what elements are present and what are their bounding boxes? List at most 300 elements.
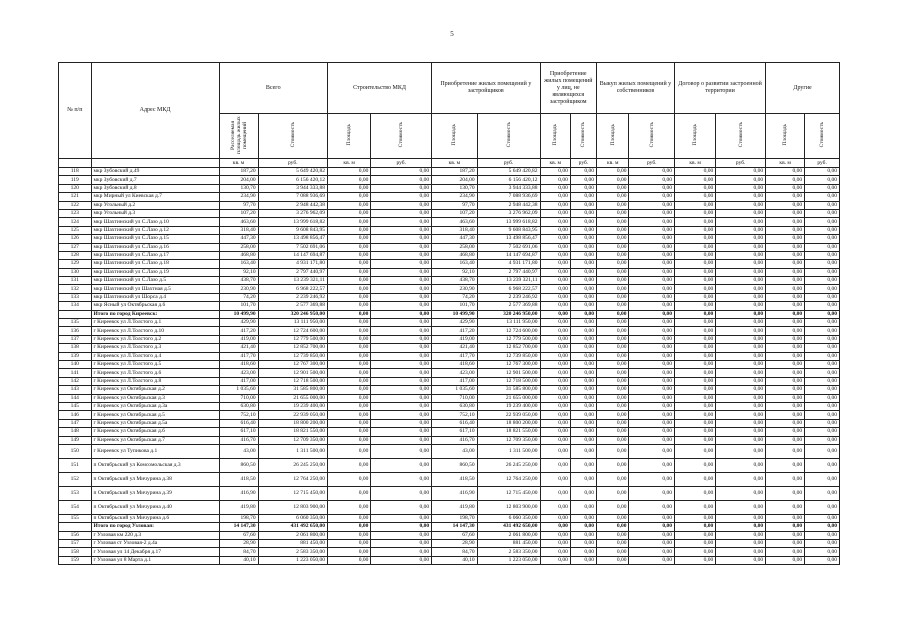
header-other: Другие: [766, 63, 840, 114]
cell-construction-area: 0,00: [327, 260, 370, 268]
cell-redemption-area: 0,00: [596, 556, 629, 564]
table-row: [59, 285, 840, 293]
cell-purchase-nondev-area: 0,00: [540, 444, 570, 458]
cell-other-cost: 0,00: [805, 310, 840, 318]
cell-purchase-nondev-area: 0,00: [540, 184, 570, 192]
cell-other-area: 0,00: [766, 500, 805, 514]
cell-purchase-nondev-cost: 0,00: [570, 235, 596, 243]
cell-purchase-dev-area: 423,00: [432, 369, 478, 377]
cell-total-area: 101,70: [219, 302, 258, 310]
cell-contract-area: 0,00: [675, 548, 716, 556]
cell-redemption-area: 0,00: [596, 168, 629, 176]
unit-sqm: кв. м: [596, 159, 629, 168]
cell-purchase-nondev-cost: 0,00: [570, 310, 596, 318]
cell-other-area: 0,00: [766, 436, 805, 444]
cell-redemption-cost: 0,00: [629, 209, 675, 217]
cell-other-area: 0,00: [766, 377, 805, 385]
cell-purchase-nondev-area: 0,00: [540, 500, 570, 514]
subheader-cost: Стоимость: [805, 114, 840, 159]
cell-num: 155: [59, 514, 92, 522]
cell-other-area: 0,00: [766, 369, 805, 377]
cell-purchase-dev-cost: 2 239 246,92: [477, 293, 540, 301]
cell-contract-cost: 0,00: [716, 556, 766, 564]
cell-construction-cost: 0,00: [371, 218, 432, 226]
cell-contract-area: 0,00: [675, 209, 716, 217]
cell-purchase-nondev-cost: 0,00: [570, 352, 596, 360]
cell-construction-cost: 0,00: [371, 402, 432, 410]
cell-other-cost: 0,00: [805, 168, 840, 176]
cell-redemption-area: 0,00: [596, 176, 629, 184]
table-row: [59, 436, 840, 444]
cell-purchase-nondev-cost: 0,00: [570, 369, 596, 377]
unit-rub: руб.: [570, 159, 596, 168]
table-row: [59, 260, 840, 268]
cell-address: мкр Шахтинский ул Шорса д.4: [91, 293, 219, 301]
cell-construction-cost: 0,00: [371, 436, 432, 444]
cell-construction-cost: 0,00: [371, 386, 432, 394]
cell-other-cost: 0,00: [805, 302, 840, 310]
cell-redemption-cost: 0,00: [629, 458, 675, 472]
header-construction: Строительство МКД: [327, 63, 431, 114]
cell-purchase-nondev-cost: 0,00: [570, 436, 596, 444]
cell-total-area: 163,40: [219, 260, 258, 268]
cell-purchase-nondev-area: 0,00: [540, 277, 570, 285]
cell-contract-area: 0,00: [675, 277, 716, 285]
unit-rub: руб.: [629, 159, 675, 168]
cell-construction-cost: 0,00: [371, 201, 432, 209]
cell-purchase-dev-cost: 1 223 050,00: [477, 556, 540, 564]
cell-purchase-dev-cost: 14 147 694,87: [477, 251, 540, 259]
cell-redemption-cost: 0,00: [629, 193, 675, 201]
cell-num: 158: [59, 548, 92, 556]
cell-other-area: 0,00: [766, 531, 805, 539]
cell-purchase-nondev-area: 0,00: [540, 302, 570, 310]
cell-contract-area: 0,00: [675, 360, 716, 368]
table-row: [59, 319, 840, 327]
cell-redemption-cost: 0,00: [629, 428, 675, 436]
cell-construction-cost: 0,00: [371, 411, 432, 419]
table-row: [59, 540, 840, 548]
cell-construction-area: 0,00: [327, 360, 370, 368]
cell-redemption-area: 0,00: [596, 235, 629, 243]
cell-num: 124: [59, 218, 92, 226]
cell-construction-area: 0,00: [327, 209, 370, 217]
cell-purchase-dev-cost: 4 931 171,80: [477, 260, 540, 268]
cell-purchase-dev-cost: 7 088 936,69: [477, 193, 540, 201]
cell-num: 130: [59, 268, 92, 276]
cell-purchase-nondev-cost: 0,00: [570, 260, 596, 268]
cell-address: мкр Шахтинский ул С.Лазо д.5: [91, 277, 219, 285]
cell-purchase-nondev-cost: 0,00: [570, 402, 596, 410]
cell-total-cost: 320 246 950,00: [258, 310, 327, 318]
cell-other-cost: 0,00: [805, 531, 840, 539]
cell-construction-cost: 0,00: [371, 176, 432, 184]
cell-purchase-nondev-area: 0,00: [540, 486, 570, 500]
cell-purchase-nondev-area: 0,00: [540, 201, 570, 209]
cell-total-area: 617,10: [219, 428, 258, 436]
cell-other-area: 0,00: [766, 176, 805, 184]
cell-total-cost: 6 060 350,00: [258, 514, 327, 522]
cell-redemption-area: 0,00: [596, 193, 629, 201]
table-row: [59, 293, 840, 301]
cell-contract-area: 0,00: [675, 352, 716, 360]
cell-address: г Киреевск ул Октябрьская д.5: [91, 411, 219, 419]
cell-num: 128: [59, 251, 92, 259]
cell-total-area: 616,40: [219, 419, 258, 427]
cell-construction-area: 0,00: [327, 523, 370, 531]
cell-total-cost: 1 223 050,00: [258, 556, 327, 564]
header-total: Всего: [219, 63, 327, 114]
cell-construction-cost: 0,00: [371, 394, 432, 402]
cell-contract-cost: 0,00: [716, 514, 766, 522]
cell-purchase-nondev-area: 0,00: [540, 319, 570, 327]
cell-address: мкр Шахтинский ул С.Лазо д.18: [91, 260, 219, 268]
cell-total-cost: 18 821 550,00: [258, 428, 327, 436]
cell-other-cost: 0,00: [805, 458, 840, 472]
subheader-cost: Стоимость: [371, 114, 432, 159]
cell-purchase-nondev-area: 0,00: [540, 556, 570, 564]
cell-purchase-dev-cost: 3 276 962,09: [477, 209, 540, 217]
cell-address: г Узловая ст Узловая-2 д.4а: [91, 540, 219, 548]
cell-redemption-area: 0,00: [596, 531, 629, 539]
cell-contract-area: 0,00: [675, 458, 716, 472]
unit-sqm: кв. м: [675, 159, 716, 168]
cell-construction-cost: 0,00: [371, 500, 432, 514]
cell-purchase-dev-area: 419,80: [432, 500, 478, 514]
cell-redemption-area: 0,00: [596, 402, 629, 410]
cell-num: 118: [59, 168, 92, 176]
cell-purchase-dev-cost: 13 999 618,82: [477, 218, 540, 226]
cell-redemption-cost: 0,00: [629, 377, 675, 385]
header-contract: Договор о развитии застроенной территории: [675, 63, 766, 114]
cell-other-area: 0,00: [766, 344, 805, 352]
cell-total-area: 416,90: [219, 486, 258, 500]
cell-purchase-dev-cost: 12 901 500,00: [477, 369, 540, 377]
cell-purchase-nondev-cost: 0,00: [570, 184, 596, 192]
cell-other-cost: 0,00: [805, 209, 840, 217]
table-row: [59, 411, 840, 419]
cell-construction-area: 0,00: [327, 243, 370, 251]
cell-purchase-dev-cost: 12 852 700,00: [477, 344, 540, 352]
table-row: [59, 486, 840, 500]
cell-other-cost: 0,00: [805, 411, 840, 419]
cell-contract-cost: 0,00: [716, 411, 766, 419]
cell-total-cost: 13 498 856,47: [258, 235, 327, 243]
cell-purchase-dev-cost: 13 498 856,47: [477, 235, 540, 243]
cell-address: мкр Угольный д.3: [91, 209, 219, 217]
cell-construction-area: 0,00: [327, 486, 370, 500]
cell-other-cost: 0,00: [805, 548, 840, 556]
cell-total-cost: 7 088 936,69: [258, 193, 327, 201]
cell-purchase-nondev-cost: 0,00: [570, 335, 596, 343]
cell-other-cost: 0,00: [805, 500, 840, 514]
cell-construction-cost: 0,00: [371, 428, 432, 436]
cell-other-area: 0,00: [766, 235, 805, 243]
cell-redemption-area: 0,00: [596, 260, 629, 268]
cell-contract-cost: 0,00: [716, 201, 766, 209]
cell-total-area: 710,00: [219, 394, 258, 402]
cell-redemption-area: 0,00: [596, 500, 629, 514]
cell-construction-cost: 0,00: [371, 335, 432, 343]
cell-purchase-dev-area: 101,70: [432, 302, 478, 310]
cell-num: 127: [59, 243, 92, 251]
cell-redemption-cost: 0,00: [629, 472, 675, 486]
cell-other-cost: 0,00: [805, 419, 840, 427]
cell-other-cost: 0,00: [805, 218, 840, 226]
cell-redemption-cost: 0,00: [629, 243, 675, 251]
cell-redemption-cost: 0,00: [629, 486, 675, 500]
cell-other-area: 0,00: [766, 277, 805, 285]
cell-other-cost: 0,00: [805, 327, 840, 335]
cell-other-area: 0,00: [766, 193, 805, 201]
cell-total-cost: 26 245 250,00: [258, 458, 327, 472]
cell-contract-cost: 0,00: [716, 260, 766, 268]
cell-contract-cost: 0,00: [716, 184, 766, 192]
cell-total-area: 130,70: [219, 184, 258, 192]
cell-other-area: 0,00: [766, 523, 805, 531]
cell-num: 132: [59, 285, 92, 293]
cell-redemption-cost: 0,00: [629, 360, 675, 368]
cell-total-cost: 2 797 440,97: [258, 268, 327, 276]
cell-purchase-dev-cost: 2 577 369,88: [477, 302, 540, 310]
cell-other-area: 0,00: [766, 458, 805, 472]
cell-other-cost: 0,00: [805, 472, 840, 486]
cell-other-cost: 0,00: [805, 226, 840, 234]
cell-contract-area: 0,00: [675, 268, 716, 276]
cell-redemption-cost: 0,00: [629, 411, 675, 419]
cell-total-area: 234,90: [219, 193, 258, 201]
cell-purchase-nondev-area: 0,00: [540, 226, 570, 234]
cell-redemption-area: 0,00: [596, 310, 629, 318]
cell-redemption-area: 0,00: [596, 319, 629, 327]
cell-total-cost: 2 577 369,88: [258, 302, 327, 310]
cell-purchase-nondev-area: 0,00: [540, 386, 570, 394]
cell-other-cost: 0,00: [805, 285, 840, 293]
cell-purchase-nondev-area: 0,00: [540, 327, 570, 335]
cell-construction-area: 0,00: [327, 201, 370, 209]
cell-contract-cost: 0,00: [716, 277, 766, 285]
cell-address: г Киреевск ул Л.Толстого д.8: [91, 377, 219, 385]
cell-redemption-area: 0,00: [596, 486, 629, 500]
cell-num: 125: [59, 226, 92, 234]
cell-contract-area: 0,00: [675, 243, 716, 251]
cell-other-cost: 0,00: [805, 243, 840, 251]
cell-other-cost: 0,00: [805, 319, 840, 327]
unit-rub: руб.: [258, 159, 327, 168]
cell-address: мкр Шахтинский ул С.Лазо д.16: [91, 243, 219, 251]
cell-purchase-nondev-area: 0,00: [540, 523, 570, 531]
cell-total-area: 419,00: [219, 335, 258, 343]
cell-purchase-dev-area: 752,10: [432, 411, 478, 419]
cell-total-area: 423,00: [219, 369, 258, 377]
cell-address: г Киреевск ул Л.Толстого д.6: [91, 369, 219, 377]
cell-total-area: 14 147,30: [219, 523, 258, 531]
unit-empty: [59, 159, 92, 168]
cell-other-cost: 0,00: [805, 251, 840, 259]
cell-contract-cost: 0,00: [716, 251, 766, 259]
table-row: [59, 394, 840, 402]
cell-construction-area: 0,00: [327, 428, 370, 436]
cell-total-area: 40,10: [219, 556, 258, 564]
cell-purchase-nondev-cost: 0,00: [570, 344, 596, 352]
cell-total-cost: 7 502 691,06: [258, 243, 327, 251]
cell-purchase-dev-area: 107,20: [432, 209, 478, 217]
cell-purchase-dev-cost: 22 939 050,00: [477, 411, 540, 419]
cell-num: 131: [59, 277, 92, 285]
subheader-area: Площадь: [327, 114, 370, 159]
cell-other-area: 0,00: [766, 335, 805, 343]
cell-redemption-cost: 0,00: [629, 386, 675, 394]
cell-address: мкр Шахтинский ул Шахтная д.5: [91, 285, 219, 293]
cell-other-area: 0,00: [766, 285, 805, 293]
cell-address: мкр Зубовский д.8: [91, 184, 219, 192]
table-row: [59, 176, 840, 184]
cell-construction-area: 0,00: [327, 540, 370, 548]
cell-construction-area: 0,00: [327, 327, 370, 335]
cell-purchase-nondev-cost: 0,00: [570, 377, 596, 385]
cell-redemption-area: 0,00: [596, 428, 629, 436]
cell-other-cost: 0,00: [805, 176, 840, 184]
cell-total-cost: 13 999 618,82: [258, 218, 327, 226]
cell-construction-area: 0,00: [327, 226, 370, 234]
cell-purchase-nondev-cost: 0,00: [570, 285, 596, 293]
cell-purchase-dev-area: 617,10: [432, 428, 478, 436]
cell-contract-area: 0,00: [675, 540, 716, 548]
cell-purchase-nondev-cost: 0,00: [570, 444, 596, 458]
cell-other-area: 0,00: [766, 444, 805, 458]
cell-purchase-nondev-cost: 0,00: [570, 209, 596, 217]
cell-construction-area: 0,00: [327, 268, 370, 276]
cell-total-cost: 2 061 800,00: [258, 531, 327, 539]
cell-address: мкр Зубовский д.49: [91, 168, 219, 176]
cell-purchase-dev-cost: 13 111 950,00: [477, 319, 540, 327]
cell-contract-cost: 0,00: [716, 394, 766, 402]
cell-address: п Октябрьский ул Мичурина д.38: [91, 472, 219, 486]
cell-construction-cost: 0,00: [371, 486, 432, 500]
table-row: [59, 168, 840, 176]
cell-redemption-cost: 0,00: [629, 335, 675, 343]
cell-purchase-nondev-area: 0,00: [540, 209, 570, 217]
cell-purchase-dev-cost: 12 767 300,00: [477, 360, 540, 368]
cell-redemption-area: 0,00: [596, 285, 629, 293]
unit-sqm: кв. м: [327, 159, 370, 168]
cell-num: 159: [59, 556, 92, 564]
cell-construction-cost: 0,00: [371, 514, 432, 522]
cell-num: 129: [59, 260, 92, 268]
cell-address: г Киреевск ул Л.Толстого д.1: [91, 319, 219, 327]
cell-construction-area: 0,00: [327, 556, 370, 564]
cell-contract-area: 0,00: [675, 344, 716, 352]
table-row: [59, 226, 840, 234]
cell-contract-area: 0,00: [675, 335, 716, 343]
subheader-area-resettled: Расселяемая площадь жилых помещений: [219, 114, 258, 159]
cell-total-area: 429,90: [219, 319, 258, 327]
cell-construction-cost: 0,00: [371, 260, 432, 268]
cell-other-cost: 0,00: [805, 352, 840, 360]
cell-purchase-nondev-cost: 0,00: [570, 411, 596, 419]
cell-contract-cost: 0,00: [716, 193, 766, 201]
cell-construction-area: 0,00: [327, 444, 370, 458]
cell-other-area: 0,00: [766, 327, 805, 335]
cell-redemption-cost: 0,00: [629, 327, 675, 335]
cell-address: г Киреевск ул Октябрьская д.3: [91, 394, 219, 402]
cell-purchase-nondev-area: 0,00: [540, 514, 570, 522]
cell-purchase-nondev-area: 0,00: [540, 402, 570, 410]
cell-num: 135: [59, 319, 92, 327]
table-row: [59, 335, 840, 343]
cell-redemption-area: 0,00: [596, 472, 629, 486]
cell-other-area: 0,00: [766, 218, 805, 226]
cell-purchase-nondev-cost: 0,00: [570, 360, 596, 368]
cell-purchase-nondev-area: 0,00: [540, 428, 570, 436]
cell-total-area: 752,10: [219, 411, 258, 419]
cell-other-area: 0,00: [766, 251, 805, 259]
cell-other-cost: 0,00: [805, 369, 840, 377]
cell-redemption-area: 0,00: [596, 226, 629, 234]
cell-purchase-dev-area: 421,40: [432, 344, 478, 352]
cell-purchase-dev-area: 1 035,60: [432, 386, 478, 394]
cell-total-area: 28,90: [219, 540, 258, 548]
table-row: [59, 386, 840, 394]
table-row: [59, 184, 840, 192]
cell-construction-cost: 0,00: [371, 251, 432, 259]
cell-other-cost: 0,00: [805, 514, 840, 522]
cell-purchase-dev-area: 416,90: [432, 486, 478, 500]
cell-redemption-cost: 0,00: [629, 310, 675, 318]
cell-contract-cost: 0,00: [716, 310, 766, 318]
header-num: № п/п: [59, 63, 92, 159]
cell-redemption-cost: 0,00: [629, 540, 675, 548]
cell-total-area: 187,20: [219, 168, 258, 176]
cell-contract-area: 0,00: [675, 251, 716, 259]
cell-redemption-cost: 0,00: [629, 285, 675, 293]
cell-redemption-cost: 0,00: [629, 184, 675, 192]
subheader-area: Площадь: [766, 114, 805, 159]
cell-construction-area: 0,00: [327, 193, 370, 201]
cell-other-cost: 0,00: [805, 377, 840, 385]
cell-redemption-area: 0,00: [596, 201, 629, 209]
cell-other-area: 0,00: [766, 310, 805, 318]
cell-total-cost: 12 718 500,00: [258, 377, 327, 385]
cell-contract-area: 0,00: [675, 419, 716, 427]
cell-construction-cost: 0,00: [371, 540, 432, 548]
table-row: [59, 444, 840, 458]
cell-construction-cost: 0,00: [371, 226, 432, 234]
table-row: [59, 531, 840, 539]
cell-address: г Узловая ул 8 Марта д.1: [91, 556, 219, 564]
cell-num: 146: [59, 411, 92, 419]
cell-contract-cost: 0,00: [716, 419, 766, 427]
cell-num: 123: [59, 209, 92, 217]
cell-redemption-area: 0,00: [596, 277, 629, 285]
cell-purchase-dev-area: 447,30: [432, 235, 478, 243]
cell-purchase-dev-area: 187,20: [432, 168, 478, 176]
cell-total-area: 468,80: [219, 251, 258, 259]
cell-contract-area: 0,00: [675, 386, 716, 394]
cell-num: 137: [59, 335, 92, 343]
cell-contract-area: 0,00: [675, 472, 716, 486]
cell-construction-cost: 0,00: [371, 184, 432, 192]
cell-purchase-dev-area: 258,00: [432, 243, 478, 251]
cell-construction-cost: 0,00: [371, 310, 432, 318]
cell-num: 144: [59, 394, 92, 402]
cell-other-area: 0,00: [766, 293, 805, 301]
cell-address: п Октябрьский ул Мичурина д.39: [91, 486, 219, 500]
cell-other-area: 0,00: [766, 302, 805, 310]
cell-contract-cost: 0,00: [716, 268, 766, 276]
cell-other-cost: 0,00: [805, 360, 840, 368]
cell-redemption-area: 0,00: [596, 209, 629, 217]
